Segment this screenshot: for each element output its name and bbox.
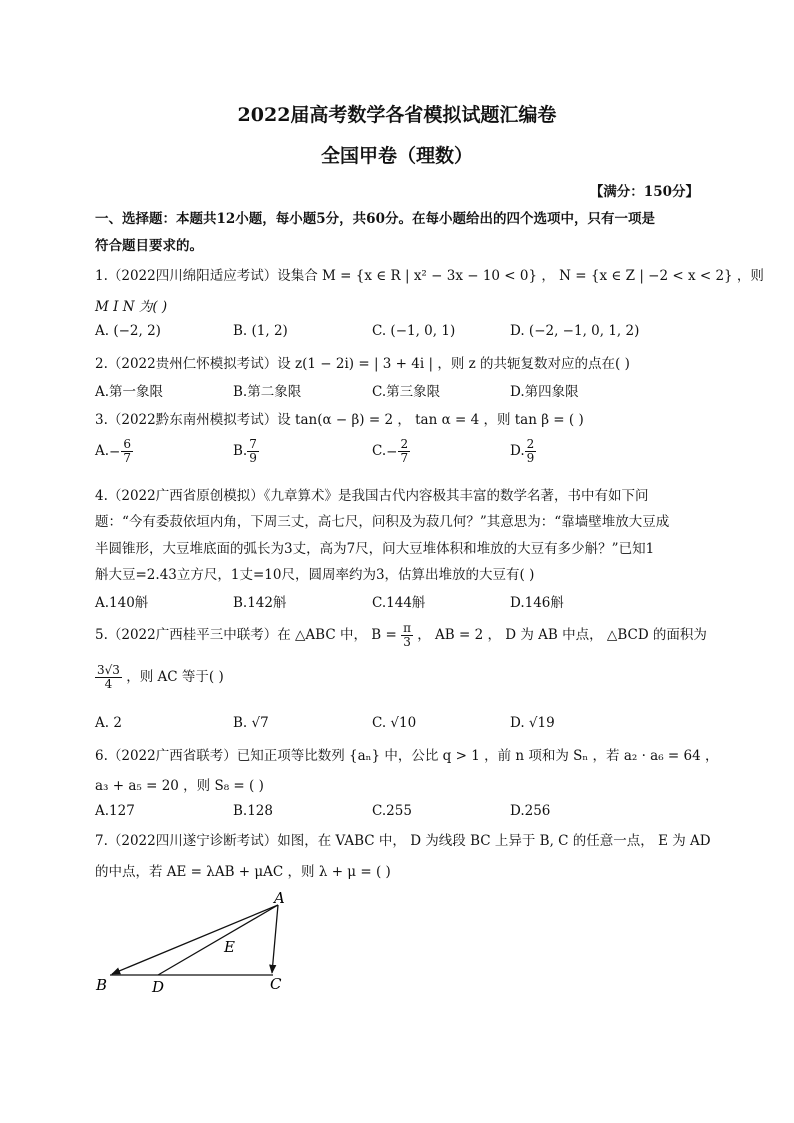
- q3-option-b-fraction: [247, 438, 259, 465]
- q6-option-c: C.255: [372, 803, 412, 819]
- q2-option-b: B.第二象限: [233, 384, 302, 400]
- q6-option-d: D.256: [510, 803, 551, 819]
- q3-option-c-numerator: 2: [400, 437, 409, 451]
- q4-stem-line2: 题：“今有委菽依垣内角，下周三丈，高七尺，问积及为菽几何？”其意思为：“靠墙壁堆放大豆成: [95, 514, 670, 530]
- q3-option-a-fraction: [121, 438, 133, 465]
- q3-option-a-minus: −: [109, 443, 121, 460]
- point-label-a: A: [274, 889, 285, 907]
- q2-option-d: D.第四象限: [510, 384, 579, 400]
- q5-angle-fraction: [401, 622, 413, 649]
- q3-stem: 3.（2022黔东南州模拟考试）设 tan(α − β) = 2 ， tan α = 4 ，则 tan β = ( ): [95, 412, 584, 428]
- q3-option-a: [95, 438, 133, 465]
- point-label-d: D: [152, 978, 165, 996]
- q1-option-c: C. (−1, 0, 1): [372, 323, 456, 339]
- q6-stem-line2: a₃ + a₅ = 20 ，则 S₈ = ( ): [95, 778, 264, 794]
- q7-triangle-figure: [90, 885, 310, 1000]
- q3-option-d-fraction: [525, 438, 537, 465]
- q5-stem-part1: 5.（2022广西桂平三中联考）在 △ABC 中， B =: [95, 627, 397, 644]
- q5-option-a: A. 2: [95, 715, 122, 731]
- q1-stem-line1: 1.（2022四川绵阳适应考试）设集合 M = {x ∈ R | x² − 3x − 10 < 0} ， N = {x ∈ Z | −2 < x < 2} ，则: [95, 268, 764, 284]
- q7-stem-line2: 的中点，若 AE = λAB + μAC ，则 λ + μ = ( ): [95, 864, 391, 880]
- q4-stem-line3: 半圆锥形，大豆堆底面的弧长为3丈，高为7尺，问大豆堆体积和堆放的大豆有多少斛？”已知1: [95, 541, 655, 557]
- q3-option-b-denominator: 9: [249, 451, 257, 466]
- q1-option-d: D. (−2, −1, 0, 1, 2): [510, 323, 640, 339]
- q5-area-numerator: 3√3: [97, 663, 120, 677]
- q5-three: 3: [403, 635, 411, 650]
- vector-ab: [112, 905, 278, 974]
- q3-option-b-numerator: 7: [249, 437, 257, 451]
- q3-option-b: [233, 438, 259, 465]
- q1-option-a: A. (−2, 2): [95, 323, 161, 339]
- q4-stem-line1: 4.（2022广西省原创模拟）《九章算术》是我国古代内容极其丰富的数学名著，书中有如下问: [95, 488, 649, 504]
- q3-option-d-denominator: 9: [526, 451, 535, 466]
- q3-option-c-prefix: C.: [372, 443, 387, 460]
- score-label: 【满分：150分】: [589, 184, 699, 200]
- q6-option-b: B.128: [233, 803, 273, 819]
- document-title: 2022届高考数学各省模拟试题汇编卷: [237, 104, 557, 126]
- vector-ac: [272, 905, 278, 973]
- q5-stem-line2: [95, 664, 224, 691]
- q3-option-c-minus: −: [386, 443, 398, 460]
- q3-option-d-prefix: D.: [510, 443, 525, 460]
- q3-option-c-denominator: 7: [400, 451, 409, 466]
- q2-stem: 2.（2022贵州仁怀模拟考试）设 z(1 − 2i) = | 3 + 4i | ，则 z 的共轭复数对应的点在( ): [95, 356, 630, 372]
- section-heading-line1: 一、选择题：本题共12小题，每小题5分，共60分。在每小题给出的四个选项中，只有一项是: [95, 211, 655, 227]
- q5-option-b: B. √7: [233, 715, 269, 731]
- point-label-b: B: [96, 976, 108, 994]
- q1-option-b: B. (1, 2): [233, 323, 288, 339]
- point-label-e: E: [224, 938, 235, 956]
- q5-stem-part3: ，则 AC 等于( ): [126, 669, 224, 686]
- q3-option-d-numerator: 2: [526, 437, 535, 451]
- q5-stem-line1: [95, 622, 707, 649]
- q6-stem-line1: 6.（2022广西省联考）已知正项等比数列 {aₙ} 中，公比 q > 1 ，前 n 项和为 Sₙ ，若 a₂ · a₆ = 64 ，: [95, 748, 719, 764]
- q3-option-b-prefix: B.: [233, 443, 248, 460]
- q4-option-b: B.142斛: [233, 595, 287, 611]
- q2-option-a: A.第一象限: [95, 384, 164, 400]
- section-heading-line2: 符合题目要求的。: [95, 238, 203, 254]
- q5-pi: π: [403, 621, 411, 635]
- q3-option-d: [510, 438, 536, 465]
- q3-option-a-prefix: A.: [95, 443, 110, 460]
- q4-option-d: D.146斛: [510, 595, 564, 611]
- q5-stem-part2: ， AB = 2 ， D 为 AB 中点， △BCD 的面积为: [417, 627, 707, 644]
- q3-option-a-denominator: 7: [123, 451, 131, 466]
- q4-option-c: C.144斛: [372, 595, 426, 611]
- q1-stem-line2: M I N 为( ): [95, 299, 168, 315]
- q4-option-a: A.140斛: [95, 595, 149, 611]
- q5-option-d: D. √19: [510, 715, 555, 731]
- q5-area-denominator: 4: [104, 677, 113, 692]
- q2-option-c: C.第三象限: [372, 384, 441, 400]
- q3-option-c-fraction: [398, 438, 410, 465]
- q7-stem-line1: 7.（2022四川遂宁诊断考试）如图，在 VABC 中， D 为线段 BC 上异于 B, C 的任意一点， E 为 AD: [95, 833, 711, 849]
- q4-stem-line4: 斛大豆=2.43立方尺，1丈=10尺，圆周率约为3，估算出堆放的大豆有( ): [95, 567, 535, 583]
- q5-area-fraction: [95, 664, 122, 691]
- q5-option-c: C. √10: [372, 715, 417, 731]
- segment-ad: [158, 905, 278, 975]
- q3-option-c: [372, 438, 410, 465]
- q3-option-a-numerator: 6: [123, 437, 131, 451]
- q6-option-a: A.127: [95, 803, 135, 819]
- point-label-c: C: [270, 975, 282, 993]
- document-subtitle: 全国甲卷（理数）: [320, 145, 473, 167]
